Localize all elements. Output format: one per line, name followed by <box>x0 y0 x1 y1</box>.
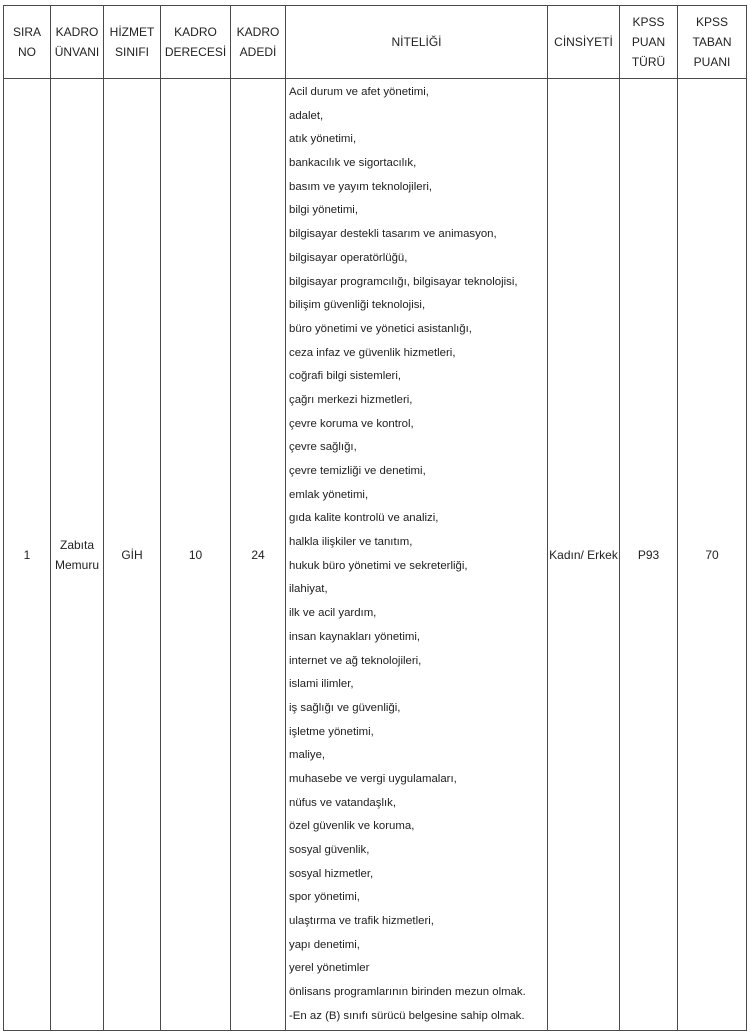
nitelik-item: çevre koruma ve kontrol, <box>289 417 414 430</box>
header-kadro-unvani: KADRO ÜNVANI <box>51 6 104 79</box>
header-row <box>4 6 747 79</box>
nitelik-item: basım ve yayım teknolojileri, <box>289 180 433 193</box>
cell-kadro-unvani: Zabıta Memuru <box>51 79 104 1031</box>
nitelik-item: ilk ve acil yardım, <box>289 607 377 620</box>
nitelik-item: büro yönetimi ve yönetici asistanlığı, <box>289 322 472 335</box>
nitelik-item: adalet, <box>289 109 324 122</box>
cell-hizmet-sinifi: GİH <box>104 79 161 1031</box>
nitelik-item: islami ilimler, <box>289 678 354 691</box>
header-kadro-derecesi: KADRO DERECESİ <box>161 6 231 79</box>
header-hizmet-sinifi: HİZMET SINIFI <box>104 6 161 79</box>
nitelik-item: atık yönetimi, <box>289 133 357 146</box>
nitelik-item: -En az (B) sınıfı sürücü belgesine sahip olmak. <box>289 1009 525 1022</box>
nitelik-item: coğrafi bilgi sistemleri, <box>289 370 402 383</box>
nitelik-item: işletme yönetimi, <box>289 725 374 738</box>
nitelik-item: bilgisayar programcılığı, bilgisayar teknolojisi, <box>289 275 518 288</box>
nitelik-item: gıda kalite kontrolü ve analizi, <box>289 512 439 525</box>
nitelik-item: ulaştırma ve trafik hizmetleri, <box>289 915 434 928</box>
header-kpss-puan-turu: KPSS PUAN TÜRÜ <box>620 6 678 79</box>
document-page <box>3 5 746 1031</box>
nitelik-item: bankacılık ve sigortacılık, <box>289 157 417 170</box>
nitelik-item: çevre temizliği ve denetimi, <box>289 465 426 477</box>
nitelik-item: bilgisayar destekli tasarım ve animasyon, <box>289 228 497 241</box>
header-niteligi: NİTELİĞİ <box>286 6 548 79</box>
nitelik-item: maliye, <box>289 749 326 762</box>
nitelik-list <box>289 81 544 1029</box>
header-kpss-taban-puani: KPSS TABAN PUANI <box>678 6 747 79</box>
table-row <box>4 79 747 1031</box>
cell-cinsiyeti: Kadın/ Erkek <box>548 79 620 1031</box>
nitelik-item: Acil durum ve afet yönetimi, <box>289 86 429 98</box>
nitelik-item: sosyal güvenlik, <box>289 844 370 856</box>
nitelik-item: özel güvenlik ve koruma, <box>289 820 415 833</box>
nitelik-item: internet ve ağ teknolojileri, <box>289 654 422 667</box>
nitelik-item: hukuk büro yönetimi ve sekreterliği, <box>289 559 468 572</box>
nitelik-item: çağrı merkezi hizmetleri, <box>289 393 413 406</box>
header-kadro-adedi: KADRO ADEDİ <box>231 6 286 79</box>
nitelik-item: ilahiyat, <box>289 583 328 596</box>
nitelik-item: emlak yönetimi, <box>289 488 369 501</box>
nitelik-item: ceza infaz ve güvenlik hizmetleri, <box>289 346 456 359</box>
nitelik-item: iş sağlığı ve güvenliği, <box>289 701 401 714</box>
kadro-table <box>3 5 747 1031</box>
nitelik-item: yerel yönetimler <box>289 962 370 975</box>
header-sira-no: SIRA NO <box>4 6 51 79</box>
cell-sira-no: 1 <box>4 79 51 1031</box>
cell-kadro-derecesi: 10 <box>161 79 231 1031</box>
nitelik-item: önlisans programlarının birinden mezun olmak. <box>289 986 526 999</box>
nitelik-item: sosyal hizmetler, <box>289 867 374 880</box>
nitelik-item: spor yönetimi, <box>289 891 360 904</box>
cell-kpss-puan-turu: P93 <box>620 79 678 1031</box>
nitelik-item: muhasebe ve vergi uygulamaları, <box>289 772 457 785</box>
nitelik-item: nüfus ve vatandaşlık, <box>289 796 397 809</box>
nitelik-item: bilgisayar operatörlüğü, <box>289 251 408 264</box>
header-cinsiyeti: CİNSİYETİ <box>548 6 620 79</box>
cell-niteligi <box>286 79 548 1031</box>
nitelik-item: bilgi yönetimi, <box>289 204 359 217</box>
nitelik-item: halkla ilişkiler ve tanıtım, <box>289 536 413 549</box>
nitelik-item: insan kaynakları yönetimi, <box>289 630 421 643</box>
nitelik-item: yapı denetimi, <box>289 938 360 951</box>
nitelik-item: çevre sağlığı, <box>289 441 357 454</box>
cell-kpss-taban-puani: 70 <box>678 79 747 1031</box>
cell-kadro-adedi: 24 <box>231 79 286 1031</box>
nitelik-item: bilişim güvenliği teknolojisi, <box>289 299 426 312</box>
